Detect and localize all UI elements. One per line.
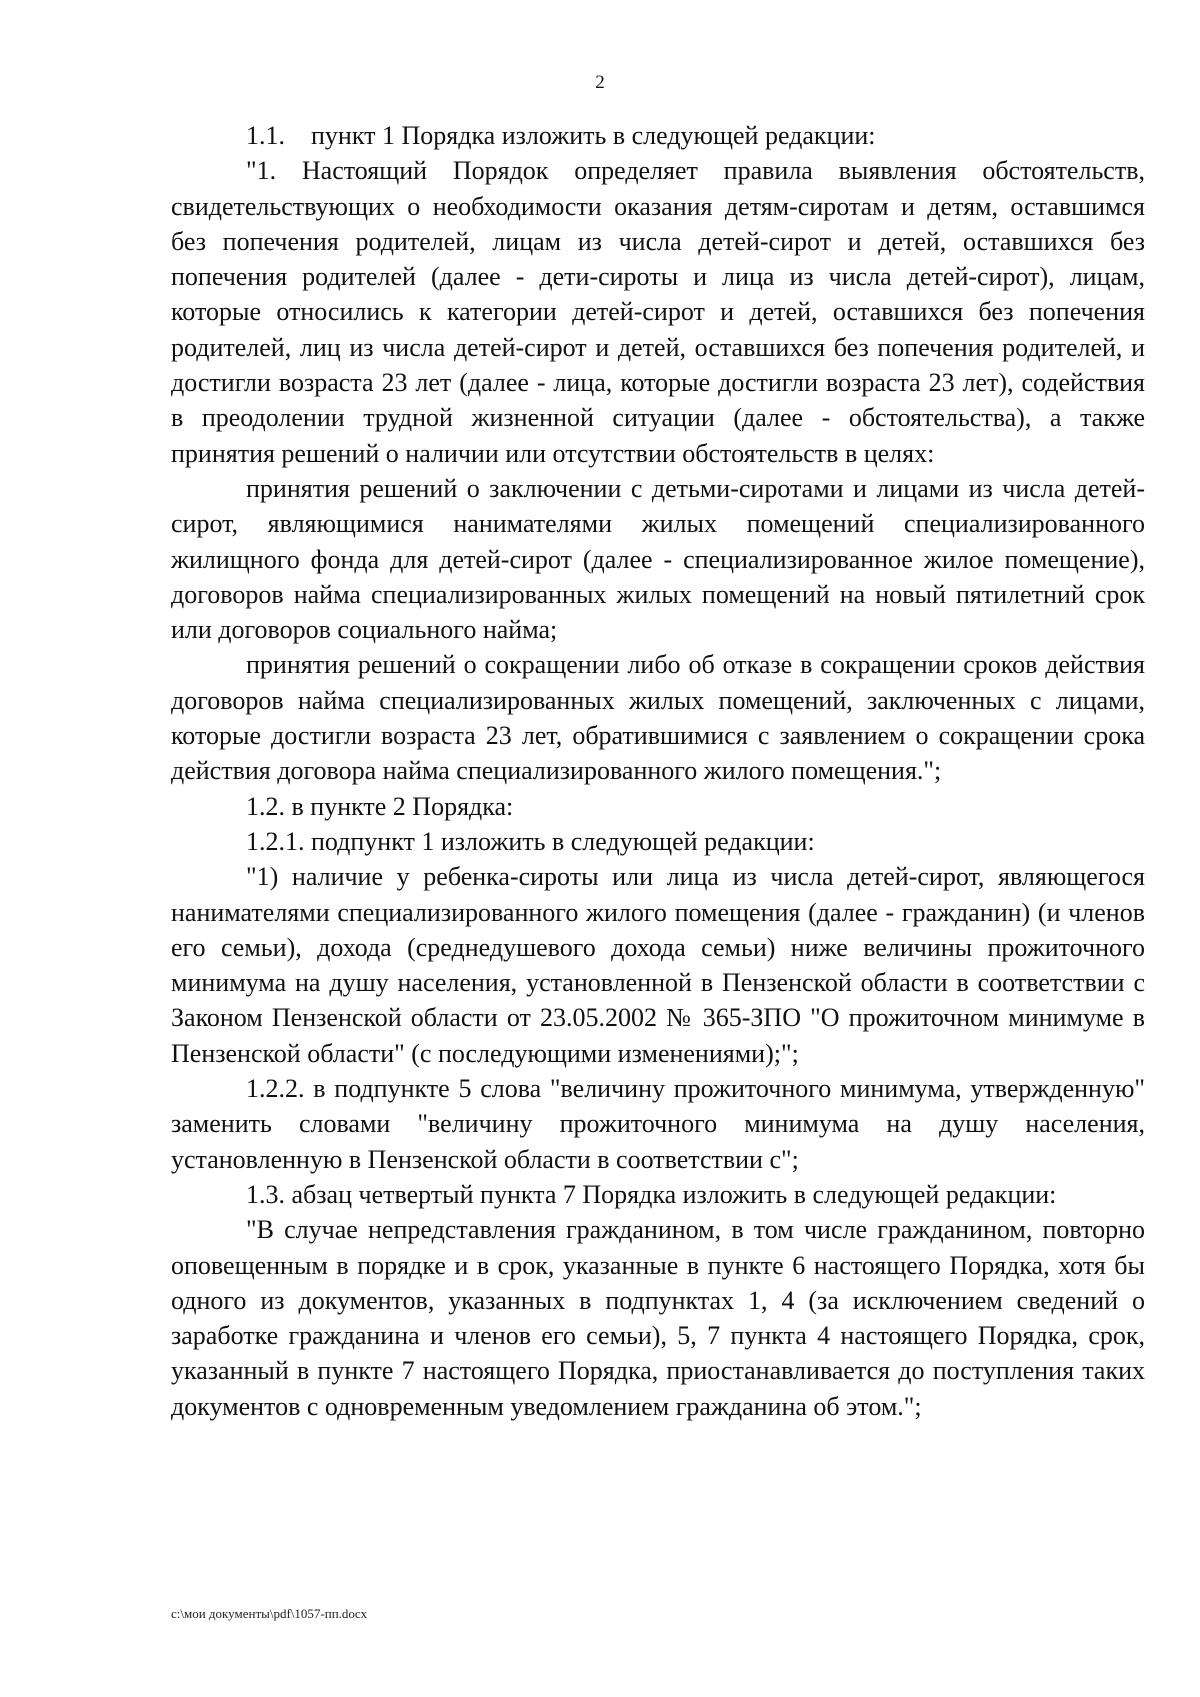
page-number: 2 — [595, 72, 605, 93]
paragraph-1-1: 1.1. пункт 1 Порядка изложить в следующей редакции: — [246, 121, 876, 150]
paragraph-non-submission: "В случае непредставления гражданином, в том числе гражданином, повторно оповещенным в порядке и в срок, указанные в пункте 6 настоящего Порядка, хотя бы одного из документов, указанных в подпунктах 1, 4 (за исключением сведений о заработке гражданина и членов его семьи), 5, 7 пункта 4 настоящего Порядка, срок, указанный в пункте 7 настоящего Порядка, приостанавливается до поступления таких документов с одновременным уведомлением гражданина об этом."; — [171, 1215, 1145, 1421]
document-body — [171, 118, 1145, 1424]
paragraph-1-2-2: 1.2.2. в подпункте 5 слова "величину прожиточного минимума, утвержденную" заменить словами "величину прожиточного минимума на душу населения, установленную в Пензенской области в соответствии с"; — [171, 1074, 1145, 1174]
paragraph-contract-decisions: принятия решений о заключении с детьми-сиротами и лицами из числа детей-сирот, являющимися нанимателями жилых помещений специализированного жилищного фонда для детей-сирот (далее - специализированное жилое помещение), договоров найма специализированных жилых помещений на новый пятилетний срок или договоров социального найма; — [171, 473, 1145, 645]
paragraph-order-purpose: "1. Настоящий Порядок определяет правила выявления обстоятельств, свидетельствующих о необходимости оказания детям-сиротам и детям, оставшимся без попечения родителей, лицам из числа детей-сирот и детей, оставшихся без попечения родителей (далее - дети-сироты и лица из числа детей-сирот), лицам, которые относились к категории детей-сирот и детей, оставшихся без попечения родителей, лиц из числа детей-сирот и детей, оставшихся без попечения родителей, и достигли возраста 23 лет (далее - лица, которые достигли возраста 23 лет), содействия в преодолении трудной жизненной ситуации (далее - обстоятельства), а также принятия решений о наличии или отсутствии обстоятельств в целях: — [171, 156, 1145, 468]
paragraph-term-reduction: принятия решений о сокращении либо об отказе в сокращении сроков действия договоров найма специализированных жилых помещений, заключенных с лицами, которые достигли возраста 23 лет, обратившимися с заявлением о сокращении срока действия договора найма специализированного жилого помещения."; — [171, 650, 1145, 786]
file-path-footer: c:\мои документы\pdf\1057-пп.docx — [171, 1606, 368, 1621]
paragraph-1-3: 1.3. абзац четвертый пункта 7 Порядка изложить в следующей редакции: — [246, 1179, 1057, 1209]
paragraph-1-2-1: 1.2.1. подпункт 1 изложить в следующей редакции: — [246, 826, 815, 856]
paragraph-subpoint-1: "1) наличие у ребенка-сироты или лица из числа детей-сирот, являющегося нанимателями специализированного жилого помещения (далее - гражданин) (и членов его семьи), дохода (среднедушевого дохода семьи) ниже величины прожиточного минимума на душу населения, установленной в Пензенской области в соответствии с Законом Пензенской области от 23.05.2002 № 365-ЗПО "О прожиточном минимуме в Пензенской области" (с последующими изменениями);"; — [171, 862, 1145, 1068]
paragraph-1-2: 1.2. в пункте 2 Порядка: — [246, 791, 514, 821]
